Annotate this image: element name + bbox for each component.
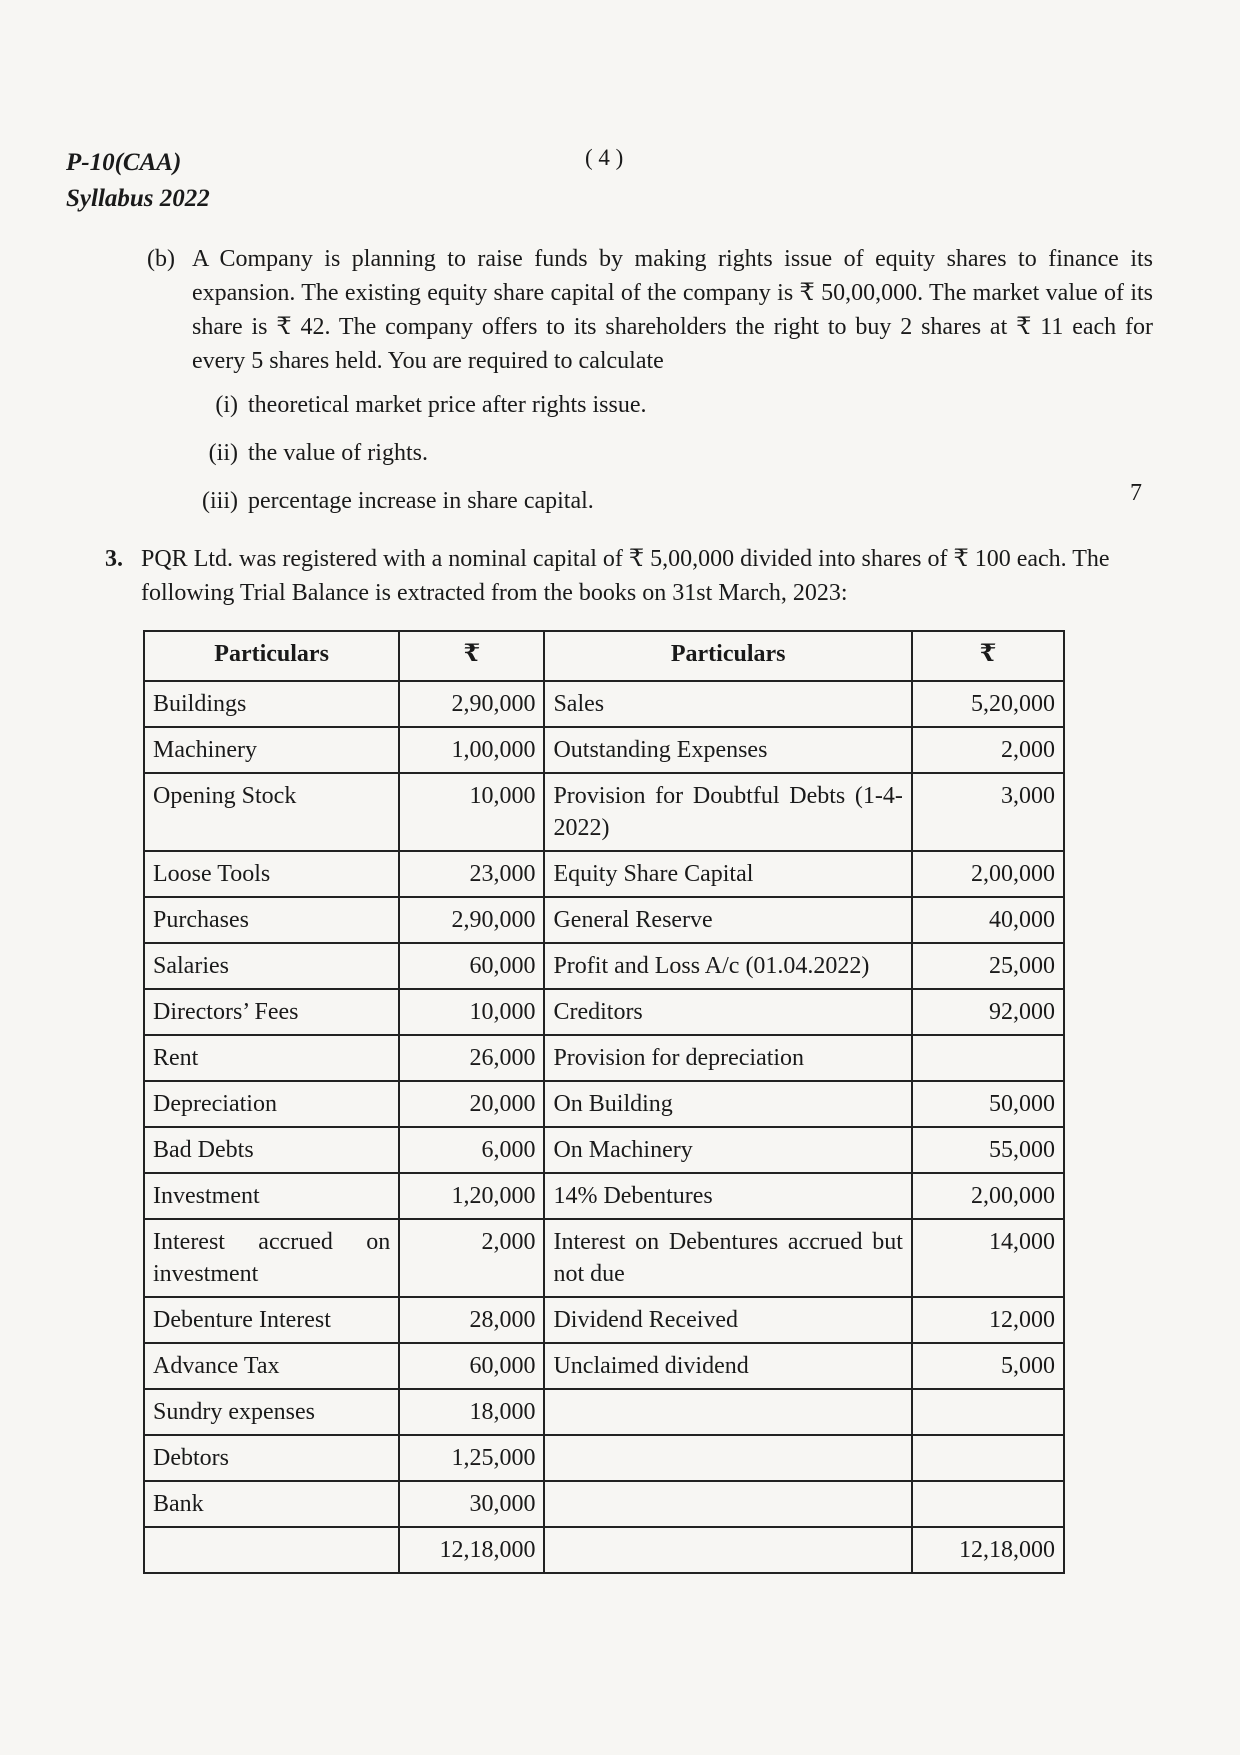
debit-particular: Debenture Interest bbox=[144, 1297, 399, 1343]
sub-item-text: theoretical market price after rights issue. bbox=[248, 392, 647, 418]
credit-amount: 5,20,000 bbox=[912, 681, 1064, 727]
sub-item bbox=[188, 388, 647, 422]
debit-amount: 18,000 bbox=[399, 1389, 544, 1435]
credit-amount: 14,000 bbox=[912, 1219, 1064, 1297]
sub-item-text: the value of rights. bbox=[248, 440, 428, 466]
table-row bbox=[144, 1297, 1064, 1343]
credit-amount: 55,000 bbox=[912, 1127, 1064, 1173]
debit-particular: Salaries bbox=[144, 943, 399, 989]
debit-amount: 28,000 bbox=[399, 1297, 544, 1343]
credit-amount: 2,000 bbox=[912, 727, 1064, 773]
total-debit: 12,18,000 bbox=[399, 1527, 544, 1573]
debit-particular: Bank bbox=[144, 1481, 399, 1527]
table-row bbox=[144, 727, 1064, 773]
credit-particular bbox=[544, 1389, 911, 1435]
credit-particular: Unclaimed dividend bbox=[544, 1343, 911, 1389]
credit-amount: 3,000 bbox=[912, 773, 1064, 851]
table-row bbox=[144, 681, 1064, 727]
credit-particular: General Reserve bbox=[544, 897, 911, 943]
table-row bbox=[144, 1173, 1064, 1219]
debit-amount: 23,000 bbox=[399, 851, 544, 897]
question-b-text: A Company is planning to raise funds by making rights issue of equity shares to finance its expansion. The existing equity share capital of the company is ₹ 50,00,000. The market value of its share is ₹ 42. The company offers to its shareholders the right to buy 2 shares at ₹ 11 each for every 5 shares held. You are required to calculate bbox=[192, 246, 1153, 374]
debit-amount: 1,20,000 bbox=[399, 1173, 544, 1219]
credit-particular: Creditors bbox=[544, 989, 911, 1035]
header-amount-credit: ₹ bbox=[912, 631, 1064, 681]
sub-item-number: (i) bbox=[215, 392, 238, 418]
debit-amount: 2,90,000 bbox=[399, 897, 544, 943]
debit-particular: Debtors bbox=[144, 1435, 399, 1481]
paper-code: P-10(CAA) bbox=[66, 149, 182, 176]
page-number: ( 4 ) bbox=[585, 145, 624, 170]
credit-particular: Profit and Loss A/c (01.04.2022) bbox=[544, 943, 911, 989]
credit-particular bbox=[544, 1481, 911, 1527]
credit-particular: On Machinery bbox=[544, 1127, 911, 1173]
credit-particular: Equity Share Capital bbox=[544, 851, 911, 897]
credit-amount: 92,000 bbox=[912, 989, 1064, 1035]
table-row bbox=[144, 1343, 1064, 1389]
credit-amount bbox=[912, 1435, 1064, 1481]
debit-amount: 20,000 bbox=[399, 1081, 544, 1127]
debit-amount: 1,25,000 bbox=[399, 1435, 544, 1481]
sub-item-number: (iii) bbox=[202, 488, 238, 514]
question-b bbox=[147, 242, 1153, 378]
table-row bbox=[144, 897, 1064, 943]
credit-particular: On Building bbox=[544, 1081, 911, 1127]
debit-amount: 30,000 bbox=[399, 1481, 544, 1527]
debit-amount: 60,000 bbox=[399, 1343, 544, 1389]
debit-amount: 60,000 bbox=[399, 943, 544, 989]
credit-particular: Dividend Received bbox=[544, 1297, 911, 1343]
syllabus-label: Syllabus 2022 bbox=[66, 185, 210, 212]
table-row bbox=[144, 989, 1064, 1035]
total-credit: 12,18,000 bbox=[912, 1527, 1064, 1573]
debit-amount: 1,00,000 bbox=[399, 727, 544, 773]
sub-item-text: percentage increase in share capital. bbox=[248, 488, 594, 514]
total-row bbox=[144, 1527, 1064, 1573]
debit-amount: 2,90,000 bbox=[399, 681, 544, 727]
paper-header bbox=[66, 145, 210, 217]
table-row bbox=[144, 1127, 1064, 1173]
credit-amount bbox=[912, 1389, 1064, 1435]
credit-particular: 14% Debentures bbox=[544, 1173, 911, 1219]
debit-particular: Interest accrued on investment bbox=[144, 1219, 399, 1297]
question-3-text: PQR Ltd. was registered with a nominal capital of ₹ 5,00,000 divided into shares of ₹ 100 each. The following Trial Balance is extracted from the books on 31st March, 2023: bbox=[141, 546, 1110, 606]
table-row bbox=[144, 1435, 1064, 1481]
credit-amount: 2,00,000 bbox=[912, 851, 1064, 897]
credit-particular: Provision for Doubtful Debts (1-4-2022) bbox=[544, 773, 911, 851]
total-label-credit bbox=[544, 1527, 911, 1573]
sub-item bbox=[188, 436, 428, 470]
sub-item-number: (ii) bbox=[208, 440, 238, 466]
debit-particular: Buildings bbox=[144, 681, 399, 727]
trial-balance-table bbox=[143, 630, 1065, 1574]
debit-amount: 2,000 bbox=[399, 1219, 544, 1297]
header-amount-debit: ₹ bbox=[399, 631, 544, 681]
credit-amount: 40,000 bbox=[912, 897, 1064, 943]
debit-amount: 6,000 bbox=[399, 1127, 544, 1173]
debit-particular: Purchases bbox=[144, 897, 399, 943]
question-b-marks: 7 bbox=[1130, 480, 1142, 506]
debit-particular: Directors’ Fees bbox=[144, 989, 399, 1035]
table-row bbox=[144, 1035, 1064, 1081]
question-3-number: 3. bbox=[105, 546, 123, 572]
table-row bbox=[144, 1481, 1064, 1527]
debit-particular: Investment bbox=[144, 1173, 399, 1219]
credit-particular: Interest on Debentures accrued but not due bbox=[544, 1219, 911, 1297]
debit-particular: Loose Tools bbox=[144, 851, 399, 897]
debit-amount: 10,000 bbox=[399, 989, 544, 1035]
credit-particular bbox=[544, 1435, 911, 1481]
table-row bbox=[144, 1389, 1064, 1435]
credit-particular: Outstanding Expenses bbox=[544, 727, 911, 773]
credit-amount: 5,000 bbox=[912, 1343, 1064, 1389]
debit-particular: Sundry expenses bbox=[144, 1389, 399, 1435]
credit-amount bbox=[912, 1035, 1064, 1081]
debit-particular: Advance Tax bbox=[144, 1343, 399, 1389]
credit-amount: 50,000 bbox=[912, 1081, 1064, 1127]
question-3 bbox=[105, 542, 1155, 610]
debit-particular: Depreciation bbox=[144, 1081, 399, 1127]
table-row bbox=[144, 773, 1064, 851]
table-row bbox=[144, 851, 1064, 897]
table-row bbox=[144, 1081, 1064, 1127]
debit-particular: Bad Debts bbox=[144, 1127, 399, 1173]
question-b-label: (b) bbox=[147, 246, 175, 272]
table-row bbox=[144, 943, 1064, 989]
debit-particular: Opening Stock bbox=[144, 773, 399, 851]
credit-particular: Provision for depreciation bbox=[544, 1035, 911, 1081]
table-row bbox=[144, 1219, 1064, 1297]
debit-amount: 26,000 bbox=[399, 1035, 544, 1081]
header-particulars-credit: Particulars bbox=[544, 631, 911, 681]
table-header-row bbox=[144, 631, 1064, 681]
debit-amount: 10,000 bbox=[399, 773, 544, 851]
credit-particular: Sales bbox=[544, 681, 911, 727]
credit-amount: 12,000 bbox=[912, 1297, 1064, 1343]
debit-particular: Machinery bbox=[144, 727, 399, 773]
credit-amount bbox=[912, 1481, 1064, 1527]
credit-amount: 25,000 bbox=[912, 943, 1064, 989]
total-label-debit bbox=[144, 1527, 399, 1573]
credit-amount: 2,00,000 bbox=[912, 1173, 1064, 1219]
sub-item bbox=[188, 484, 594, 518]
header-particulars-debit: Particulars bbox=[144, 631, 399, 681]
debit-particular: Rent bbox=[144, 1035, 399, 1081]
